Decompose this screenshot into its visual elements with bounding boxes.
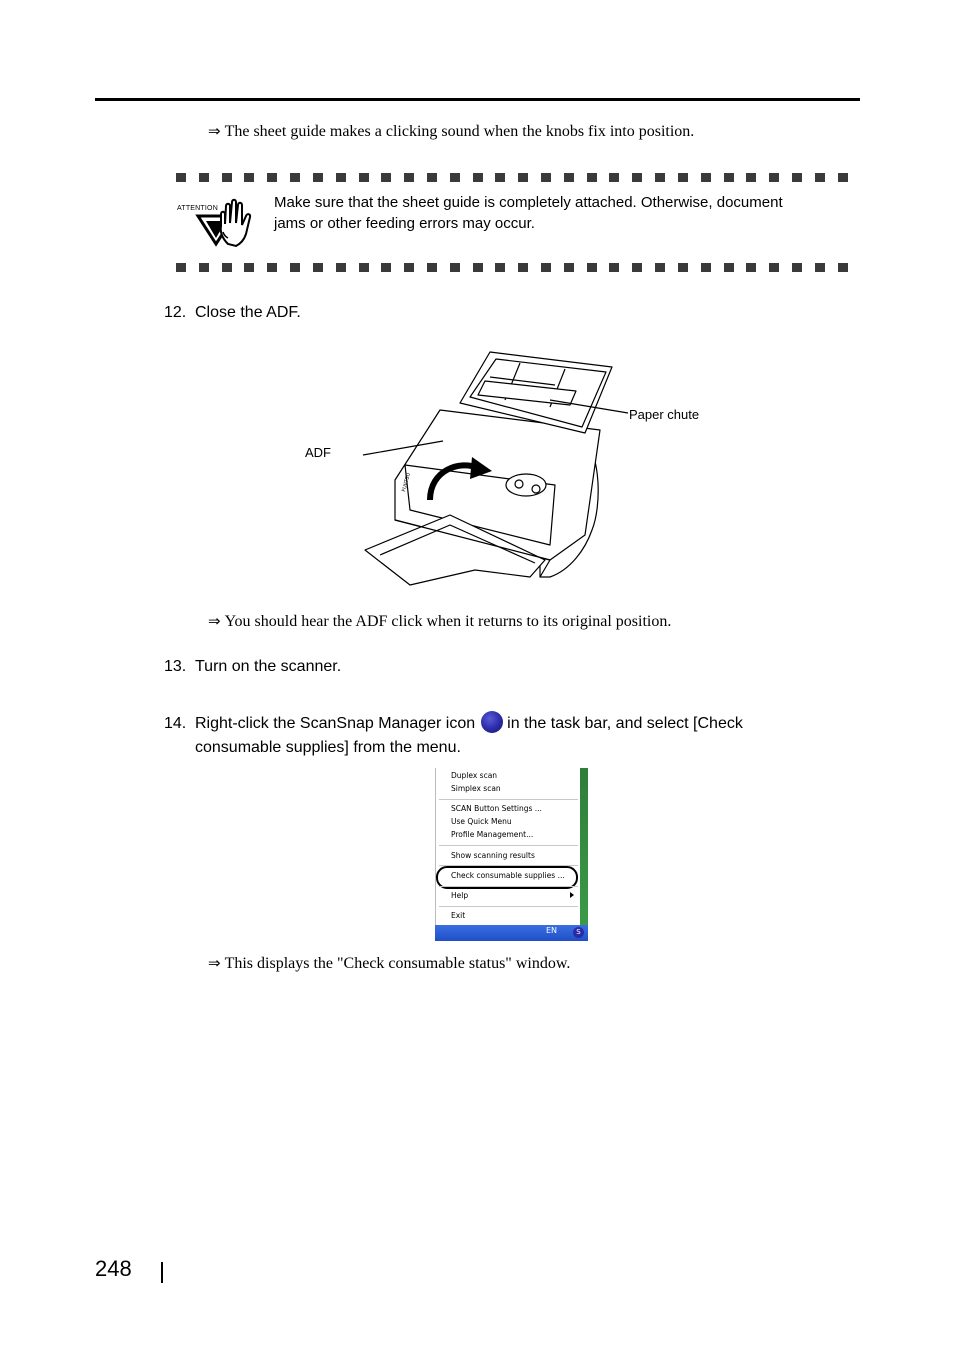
menu-item-use-quick-menu[interactable]: Use Quick Menu [451,817,512,826]
attention-label: ATTENTION [177,205,218,212]
step-text: Turn on the scanner. [195,658,342,675]
context-menu [435,768,581,926]
page-number: 248 [95,1256,132,1281]
menu-item-simplex-scan[interactable]: Simplex scan [451,784,501,793]
attention-text-line: Make sure that the sheet guide is completely attached. Otherwise, document [274,194,783,211]
step-14 [164,711,743,760]
submenu-arrow-icon [570,892,574,898]
step-number: 12. [164,304,187,321]
step-text: in the task bar, and select [Check [507,715,743,732]
scanner-illustration [300,345,720,590]
attention-text [274,192,783,234]
menu-item-help[interactable]: Help [451,891,469,900]
result-note-window [208,954,570,973]
result-note-adf-click [208,612,671,631]
menu-item-scan-button-settings[interactable]: SCAN Button Settings ... [451,804,542,813]
menu-item-check-consumable-supplies[interactable]: Check consumable supplies ... [451,871,565,880]
step-13 [164,658,341,676]
result-note-text: This displays the "Check consumable status" window. [224,955,571,972]
step-number: 13. [164,658,187,675]
scansnap-tray-icon[interactable]: S [573,927,584,938]
menu-separator [439,886,578,887]
svg-text:FUJITSU: FUJITSU [401,472,412,493]
menu-item-duplex-scan[interactable]: Duplex scan [451,771,498,780]
desktop-edge [580,768,588,925]
step-text: Right-click the ScanSnap Manager icon [195,715,476,732]
result-note-sheet-guide [208,122,694,141]
context-menu-screenshot [435,768,588,941]
result-note-text: You should hear the ADF click when it returns to its original position. [224,613,672,630]
attention-top-border [176,173,848,182]
language-indicator[interactable]: EN [546,926,558,935]
result-note-text: The sheet guide makes a clicking sound when the knobs fix into position. [224,123,695,140]
result-arrow-icon: ⇒ [208,612,221,630]
page-number-bar [161,1262,163,1283]
attention-text-line: jams or other feeding errors may occur. [274,215,535,232]
scansnap-manager-icon [481,711,503,733]
attention-icon [176,194,256,250]
menu-separator [439,845,578,846]
step-12 [164,304,301,322]
step-text: Close the ADF. [195,304,301,321]
result-arrow-icon: ⇒ [208,122,221,140]
attention-bottom-border [176,263,848,272]
header-rule [95,98,860,101]
menu-item-show-scanning-results[interactable]: Show scanning results [451,851,535,860]
menu-item-exit[interactable]: Exit [451,911,466,920]
result-arrow-icon: ⇒ [208,954,221,972]
menu-separator [439,906,578,907]
step-number: 14. [164,715,187,732]
step-text: consumable supplies] from the menu. [195,739,461,756]
label-adf: ADF [305,445,331,460]
taskbar [435,925,588,941]
label-paper-chute: Paper chute [629,407,700,422]
menu-item-profile-management[interactable]: Profile Management... [451,830,534,839]
menu-separator [439,799,578,800]
